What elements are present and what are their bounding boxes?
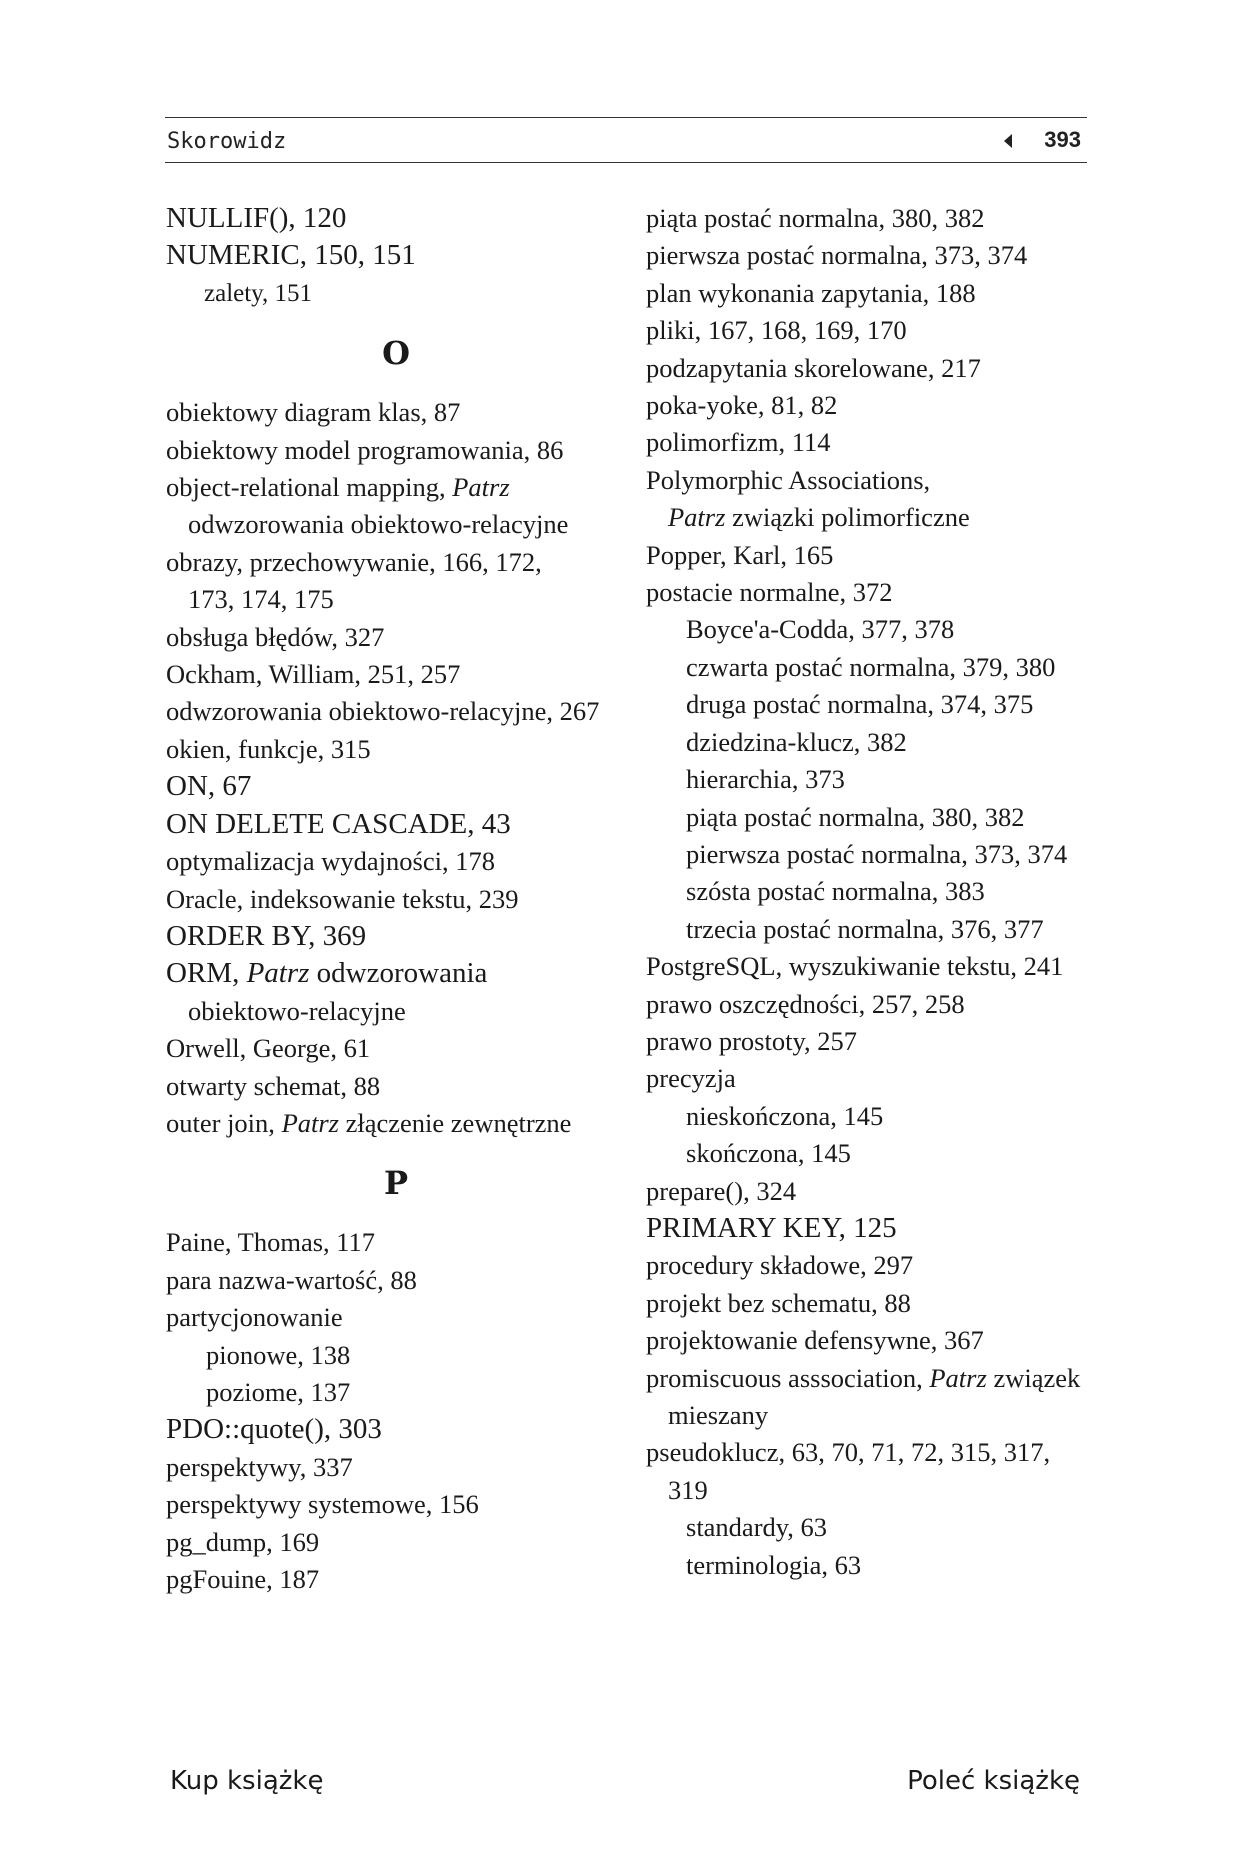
index-entry: polimorfizm, 114 xyxy=(646,427,831,458)
index-entry: prawo prostoty, 257 xyxy=(646,1025,857,1056)
index-entry: projekt bez schematu, 88 xyxy=(646,1287,911,1318)
index-entry: pliki, 167, 168, 169, 170 xyxy=(646,315,907,346)
index-entry: procedury składowe, 297 xyxy=(646,1250,914,1281)
index-entry: Oracle, indeksowanie tekstu, 239 xyxy=(166,883,519,914)
index-subentry: standardy, 63 xyxy=(686,1512,828,1543)
index-entry-continuation: 173, 174, 175 xyxy=(188,584,334,615)
index-entry: odwzorowania obiektowo-relacyjne, 267 xyxy=(166,696,600,727)
see-reference: Patrz xyxy=(929,1362,987,1393)
index-entry xyxy=(166,469,626,506)
index-entry: precyzja xyxy=(646,1063,736,1094)
index-entry: podzapytania skorelowane, 217 xyxy=(646,352,981,383)
index-entry: prawo oszczędności, 257, 258 xyxy=(646,988,965,1019)
index-entry xyxy=(166,1105,626,1142)
index-entry: obsługa błędów, 327 xyxy=(166,621,385,652)
index-entry xyxy=(646,1360,1096,1397)
index-column-right xyxy=(646,200,1096,1584)
index-entry-continuation: mieszany xyxy=(668,1400,769,1430)
index-entry: optymalizacja wydajności, 178 xyxy=(166,846,495,877)
index-entry-continuation: odwzorowania obiektowo-relacyjne xyxy=(188,509,569,540)
entry-text: object-relational mapping, xyxy=(166,472,453,503)
index-subentry: druga postać normalna, 374, 375 xyxy=(686,689,1034,720)
index-subentry: zalety, 151 xyxy=(204,279,313,307)
entry-text: outer join, xyxy=(166,1107,282,1138)
index-entry-continuation: obiektowo-relacyjne xyxy=(188,995,406,1026)
index-entry xyxy=(166,955,626,992)
index-subentry: poziome, 137 xyxy=(206,1376,351,1407)
index-entry: plan wykonania zapytania, 188 xyxy=(646,277,976,308)
index-subentry: pionowe, 138 xyxy=(206,1339,351,1370)
index-entry: piąta postać normalna, 380, 382 xyxy=(646,203,985,233)
index-entry: pseudoklucz, 63, 70, 71, 72, 315, 317, xyxy=(646,1437,1051,1468)
page-number: 393 xyxy=(1044,127,1081,152)
index-entry-continuation xyxy=(646,499,1096,536)
index-subentry: dziedzina-klucz, 382 xyxy=(686,726,907,757)
recommend-book-link[interactable]: Poleć książkę xyxy=(907,1766,1080,1796)
index-entry: poka-yoke, 81, 82 xyxy=(646,390,838,421)
see-reference: Patrz xyxy=(452,472,510,503)
index-entry: prepare(), 324 xyxy=(646,1175,797,1206)
index-entry: pgFouine, 187 xyxy=(166,1564,320,1594)
index-entry: ON DELETE CASCADE, 43 xyxy=(166,807,511,840)
index-entry: obiektowy model programowania, 86 xyxy=(166,434,564,465)
entry-text: ORM, xyxy=(166,957,247,990)
entry-text: złączenie zewnętrzne xyxy=(339,1107,572,1138)
triangle-left-icon xyxy=(1004,134,1012,148)
entry-text: związki polimorficzne xyxy=(725,502,970,533)
running-header xyxy=(165,117,1087,163)
entry-text: związek xyxy=(986,1362,1081,1393)
index-entry: obrazy, przechowywanie, 166, 172, xyxy=(166,546,542,577)
index-entry: okien, funkcje, 315 xyxy=(166,733,371,764)
index-subentry: nieskończona, 145 xyxy=(686,1100,884,1131)
see-reference: Patrz xyxy=(281,1107,339,1138)
section-letter-o: O xyxy=(382,334,410,373)
index-subentry: Boyce'a-Codda, 377, 378 xyxy=(686,614,955,645)
running-head-title: Skorowidz xyxy=(167,129,287,154)
index-entry-continuation: 319 xyxy=(668,1474,708,1505)
index-entry: PostgreSQL, wyszukiwanie tekstu, 241 xyxy=(646,951,1064,982)
index-entry: partycjonowanie xyxy=(166,1302,343,1333)
index-subentry: pierwsza postać normalna, 373, 374 xyxy=(686,838,1068,869)
index-subentry: skończona, 145 xyxy=(686,1138,851,1169)
section-letter-p: P xyxy=(383,1164,409,1203)
index-entry: NULLIF(), 120 xyxy=(166,202,347,234)
index-entry: ORDER BY, 369 xyxy=(166,919,367,952)
index-subentry: hierarchia, 373 xyxy=(686,764,845,795)
index-subentry: czwarta postać normalna, 379, 380 xyxy=(686,651,1056,682)
index-entry: Paine, Thomas, 117 xyxy=(166,1227,376,1258)
index-entry: Popper, Karl, 165 xyxy=(646,539,834,570)
index-entry: perspektywy systemowe, 156 xyxy=(166,1489,479,1520)
index-entry: Ockham, William, 251, 257 xyxy=(166,659,461,690)
buy-book-link[interactable]: Kup książkę xyxy=(170,1766,324,1796)
index-entry: Orwell, George, 61 xyxy=(166,1033,371,1064)
entry-text: promiscuous asssociation, xyxy=(646,1362,930,1393)
index-entry: NUMERIC, 150, 151 xyxy=(166,239,416,272)
index-entry: projektowanie defensywne, 367 xyxy=(646,1325,984,1356)
index-entry: pg_dump, 169 xyxy=(166,1526,320,1557)
index-entry: PRIMARY KEY, 125 xyxy=(646,1211,897,1244)
see-reference: Patrz xyxy=(246,957,310,990)
index-subentry: piąta postać normalna, 380, 382 xyxy=(686,801,1025,832)
see-reference: Patrz xyxy=(668,502,726,533)
index-entry: perspektywy, 337 xyxy=(166,1451,353,1482)
index-entry: obiektowy diagram klas, 87 xyxy=(166,397,461,428)
index-subentry: trzecia postać normalna, 376, 377 xyxy=(686,913,1044,944)
index-subentry: terminologia, 63 xyxy=(686,1549,862,1580)
index-entry: postacie normalne, 372 xyxy=(646,577,893,608)
index-entry: para nazwa-wartość, 88 xyxy=(166,1264,417,1295)
index-entry: PDO::quote(), 303 xyxy=(166,1413,382,1446)
index-entry: otwarty schemat, 88 xyxy=(166,1070,381,1101)
index-entry: ON, 67 xyxy=(166,770,252,803)
entry-text: odwzorowania xyxy=(309,957,488,990)
index-entry: pierwsza postać normalna, 373, 374 xyxy=(646,240,1028,271)
index-column-left xyxy=(166,200,626,1598)
index-subentry: szósta postać normalna, 383 xyxy=(686,876,985,907)
index-entry: Polymorphic Associations, xyxy=(646,464,931,495)
